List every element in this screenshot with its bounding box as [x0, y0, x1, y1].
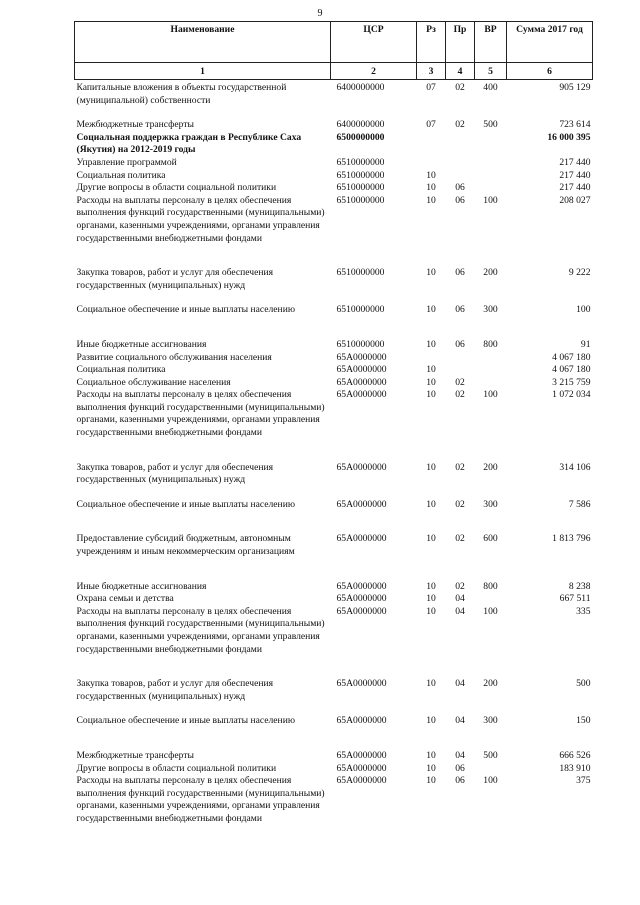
- row-csr: 6400000000: [336, 82, 385, 93]
- row-pr: [446, 157, 475, 170]
- row-name: Предоставление субсидий бюджетным, автономным учреждениям и иным некоммерческим организациям: [76, 533, 295, 558]
- row-name: Управление программой: [76, 156, 177, 168]
- row-rz: 10: [426, 304, 436, 316]
- row-csr: 6500000000: [336, 131, 385, 143]
- row-csr: 65А0000000: [336, 715, 387, 727]
- header-row: [75, 22, 593, 63]
- row-rz: 10: [426, 169, 436, 181]
- row-name: Межбюджетные трансферты: [76, 119, 194, 131]
- row-rz: 07: [426, 82, 436, 93]
- row-sum: 8 238: [568, 580, 591, 592]
- row-pr: 04: [455, 593, 465, 605]
- row-sum: 208 027: [559, 194, 591, 206]
- table-row: [75, 533, 593, 580]
- row-name: Межбюджетные трансферты: [76, 749, 194, 761]
- row-vr: [475, 377, 507, 390]
- row-sum: 4 067 180: [552, 364, 591, 376]
- row-rz: 10: [426, 364, 436, 376]
- table-row: [75, 80, 593, 120]
- table-row: [75, 593, 593, 606]
- row-sum: 667 511: [559, 593, 591, 605]
- row-sum: 100: [576, 304, 591, 316]
- row-pr: 02: [455, 461, 465, 473]
- row-sum: 1 072 034: [552, 389, 591, 401]
- row-pr: [446, 170, 475, 183]
- row-name: Социальная политика: [76, 364, 166, 376]
- table-row: [75, 377, 593, 390]
- row-rz: 10: [426, 461, 436, 473]
- row-vr: 200: [483, 678, 498, 690]
- row-vr: [475, 157, 507, 170]
- table-row: [75, 339, 593, 352]
- row-name: Охрана семьи и детства: [76, 593, 174, 605]
- row-csr: 65А0000000: [336, 678, 387, 690]
- header-sum: Сумма 2017 год: [507, 22, 593, 63]
- row-name: Иные бюджетные ассигнования: [76, 580, 207, 592]
- row-csr: 65А0000000: [336, 364, 387, 376]
- row-rz: 10: [426, 678, 436, 690]
- table-body: [75, 80, 593, 826]
- row-vr: 100: [483, 605, 498, 617]
- row-sum: 335: [576, 605, 591, 617]
- table-row: [75, 304, 593, 339]
- table-row: [75, 364, 593, 377]
- table-row: [75, 499, 593, 534]
- column-number: 4: [446, 63, 475, 80]
- row-name: Развитие социального обслуживания населения: [76, 351, 272, 363]
- row-rz: 10: [426, 338, 436, 350]
- row-sum: 3 215 759: [552, 376, 591, 388]
- row-pr: 04: [455, 715, 465, 727]
- table-row: [75, 157, 593, 170]
- row-rz: 10: [426, 715, 436, 727]
- column-number: 5: [475, 63, 507, 80]
- row-vr: 100: [483, 389, 498, 401]
- row-rz: 10: [426, 749, 436, 761]
- row-sum: 91: [580, 338, 591, 350]
- row-name: Социальная поддержка граждан в Республике Саха (Якутия) на 2012-2019 годы: [76, 131, 302, 156]
- row-csr: 6510000000: [336, 156, 385, 168]
- row-name: Закупка товаров, работ и услуг для обеспечения государственных (муниципальных) нужд: [76, 678, 274, 702]
- row-rz: 10: [426, 762, 436, 774]
- row-vr: [475, 170, 507, 183]
- column-number: 2: [331, 63, 417, 80]
- row-rz: 10: [426, 389, 436, 401]
- row-csr: 6510000000: [336, 338, 385, 350]
- table-row: [75, 750, 593, 763]
- row-rz: 10: [426, 775, 436, 787]
- budget-table: [74, 21, 593, 826]
- table-row: [75, 267, 593, 304]
- row-pr: 02: [455, 533, 465, 545]
- row-csr: 6510000000: [336, 169, 385, 181]
- row-csr: 6510000000: [336, 304, 385, 316]
- row-rz: 10: [426, 376, 436, 388]
- row-vr: [475, 763, 507, 776]
- table-row: [75, 352, 593, 365]
- row-sum: 314 106: [559, 461, 591, 473]
- row-sum: 217 440: [559, 156, 591, 168]
- row-sum: 150: [576, 715, 591, 727]
- row-csr: 65А0000000: [336, 533, 387, 545]
- row-name: Иные бюджетные ассигнования: [76, 338, 207, 350]
- row-vr: [475, 182, 507, 195]
- header-csr: ЦСР: [331, 22, 417, 63]
- row-rz: 10: [426, 194, 436, 206]
- row-rz: 10: [426, 593, 436, 605]
- row-rz: [417, 132, 446, 157]
- row-vr: 300: [483, 715, 498, 727]
- row-name: Социальное обеспечение и иные выплаты населению: [76, 498, 295, 510]
- row-pr: 02: [455, 82, 465, 93]
- row-name: Расходы на выплаты персоналу в целях обеспечения выполнения функций государственными (муниципальными) органами, казенными учреждениями, органами управления государственными внебюджетными фондами: [76, 605, 325, 655]
- page-number: 9: [317, 8, 323, 19]
- row-sum: 7 586: [568, 498, 591, 510]
- row-sum: 1 813 796: [552, 533, 591, 545]
- row-csr: 65А0000000: [336, 605, 387, 617]
- row-csr: 65А0000000: [336, 775, 387, 787]
- row-pr: [446, 364, 475, 377]
- row-pr: 04: [455, 749, 465, 761]
- column-number-row: [75, 63, 593, 80]
- row-csr: 65А0000000: [336, 580, 387, 592]
- table-row: [75, 462, 593, 499]
- row-sum: 16 000 395: [547, 131, 591, 143]
- row-rz: 10: [426, 182, 436, 194]
- row-sum: 723 614: [559, 119, 591, 131]
- row-pr: 06: [455, 762, 465, 774]
- row-vr: 200: [483, 267, 498, 279]
- header-name: Наименование: [75, 22, 331, 63]
- column-number: 1: [75, 63, 331, 80]
- row-csr: 65А0000000: [336, 461, 387, 473]
- row-pr: [446, 132, 475, 157]
- table-row: [75, 195, 593, 267]
- table-row: [75, 715, 593, 750]
- row-rz: [417, 157, 446, 170]
- row-vr: 400: [483, 82, 498, 93]
- table-header: [75, 22, 593, 80]
- row-csr: 65А0000000: [336, 376, 387, 388]
- table-row: [75, 775, 593, 825]
- row-pr: 02: [455, 580, 465, 592]
- table-row: [75, 606, 593, 678]
- row-sum: 217 440: [559, 169, 591, 181]
- row-csr: 6510000000: [336, 182, 385, 194]
- row-vr: [475, 364, 507, 377]
- row-name: Социальное обслуживание населения: [76, 376, 231, 388]
- row-name: Капитальные вложения в объекты государственной (муниципальной) собственности: [76, 82, 287, 106]
- row-pr: 06: [455, 304, 465, 316]
- header-rz: Рз: [417, 22, 446, 63]
- row-name: Закупка товаров, работ и услуг для обеспечения государственных (муниципальных) нужд: [76, 267, 274, 291]
- header-vr: ВР: [475, 22, 507, 63]
- row-vr: [475, 132, 507, 157]
- row-pr: 06: [455, 338, 465, 350]
- row-name: Закупка товаров, работ и услуг для обеспечения государственных (муниципальных) нужд: [76, 461, 274, 486]
- row-vr: 600: [483, 533, 498, 545]
- row-csr: 65А0000000: [336, 749, 387, 761]
- row-name: Социальное обеспечение и иные выплаты населению: [76, 304, 295, 316]
- row-pr: 02: [455, 389, 465, 401]
- row-rz: 10: [426, 580, 436, 592]
- table-row: [75, 678, 593, 715]
- row-vr: [475, 593, 507, 606]
- table-row: [75, 119, 593, 132]
- row-sum: 9 222: [568, 267, 591, 279]
- table-row: [75, 170, 593, 183]
- row-rz: 10: [426, 605, 436, 617]
- row-pr: 06: [455, 194, 465, 206]
- row-vr: 800: [483, 580, 498, 592]
- row-pr: 02: [455, 498, 465, 510]
- row-rz: 10: [426, 267, 436, 279]
- row-csr: 6510000000: [336, 194, 385, 206]
- row-sum: 183 910: [559, 762, 591, 774]
- row-rz: 10: [426, 498, 436, 510]
- row-name: Другие вопросы в области социальной политики: [76, 762, 277, 774]
- row-sum: 500: [576, 678, 591, 690]
- row-vr: 500: [483, 119, 498, 131]
- row-sum: 4 067 180: [552, 351, 591, 363]
- row-vr: 300: [483, 304, 498, 316]
- row-name: Другие вопросы в области социальной политики: [76, 182, 277, 194]
- row-csr: 65А0000000: [336, 351, 387, 363]
- row-name: Социальное обеспечение и иные выплаты населению: [76, 715, 295, 727]
- row-csr: 65А0000000: [336, 593, 387, 605]
- row-rz: [417, 352, 446, 365]
- row-csr: 65А0000000: [336, 389, 387, 401]
- row-name: Расходы на выплаты персоналу в целях обеспечения выполнения функций государственными (муниципальными) органами, казенными учреждениями, органами управления государственными внебюджетными фондами: [76, 775, 325, 824]
- row-vr: 200: [483, 461, 498, 473]
- row-vr: 800: [483, 338, 498, 350]
- row-vr: [475, 352, 507, 365]
- row-csr: 65А0000000: [336, 498, 387, 510]
- row-vr: 100: [483, 194, 498, 206]
- header-pr: Пр: [446, 22, 475, 63]
- table-row: [75, 132, 593, 157]
- row-pr: 06: [455, 182, 465, 194]
- row-pr: 06: [455, 267, 465, 279]
- row-pr: [446, 352, 475, 365]
- table-row: [75, 581, 593, 594]
- table-row: [75, 182, 593, 195]
- row-sum: 905 129: [559, 82, 591, 93]
- row-csr: 6400000000: [336, 119, 385, 131]
- row-pr: 06: [455, 775, 465, 787]
- row-sum: 375: [576, 775, 591, 787]
- row-vr: 300: [483, 498, 498, 510]
- table-row: [75, 763, 593, 776]
- row-name: Социальная политика: [76, 169, 166, 181]
- row-csr: 6510000000: [336, 267, 385, 279]
- row-sum: 666 526: [559, 749, 591, 761]
- row-pr: 04: [455, 605, 465, 617]
- row-rz: 07: [426, 119, 436, 131]
- row-sum: 217 440: [559, 182, 591, 194]
- row-rz: 10: [426, 533, 436, 545]
- column-number: 6: [507, 63, 593, 80]
- table-row: [75, 389, 593, 461]
- row-vr: 100: [483, 775, 498, 787]
- row-name: Расходы на выплаты персоналу в целях обеспечения выполнения функций государственными (муниципальными) органами, казенными учреждениями, органами управления государственными внебюджетными фондами: [76, 194, 325, 244]
- row-pr: 04: [455, 678, 465, 690]
- column-number: 3: [417, 63, 446, 80]
- row-pr: 02: [455, 376, 465, 388]
- row-vr: 500: [483, 749, 498, 761]
- row-pr: 02: [455, 119, 465, 131]
- row-name: Расходы на выплаты персоналу в целях обеспечения выполнения функций государственными (муниципальными) органами, казенными учреждениями, органами управления государственными внебюджетными фондами: [76, 389, 325, 439]
- row-csr: 65А0000000: [336, 762, 387, 774]
